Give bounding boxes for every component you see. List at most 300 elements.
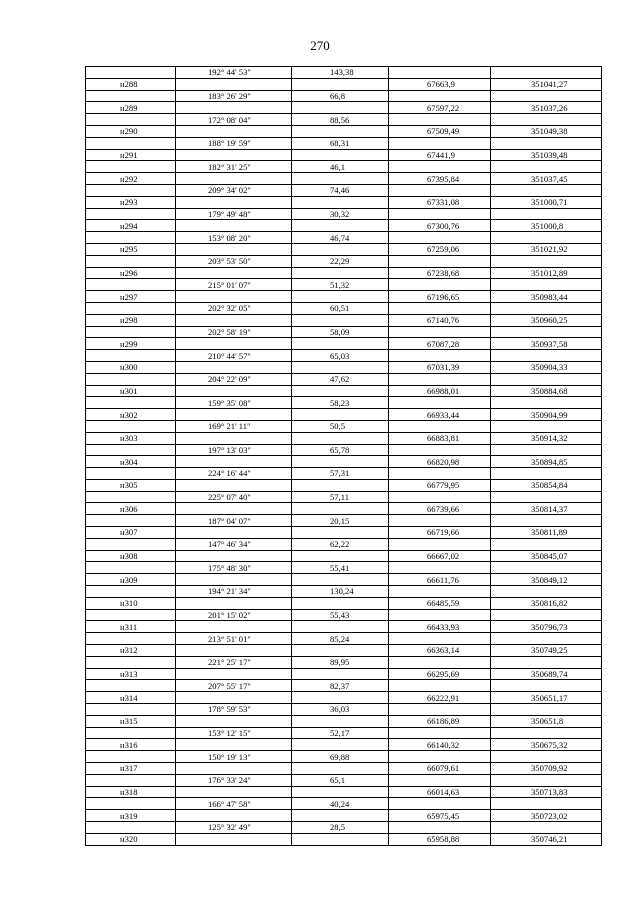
angle-cell: 179° 49' 48" <box>176 208 292 220</box>
distance-cell <box>292 479 389 491</box>
table-row <box>86 161 602 173</box>
point-name-cell: н297 <box>86 291 176 303</box>
y-coordinate-cell <box>491 114 602 126</box>
x-coordinate-cell <box>389 751 491 763</box>
table-row <box>86 326 602 338</box>
angle-cell: 203° 53' 50" <box>176 255 292 267</box>
y-coordinate-cell: 350904,33 <box>491 361 602 373</box>
point-name-cell: н314 <box>86 692 176 704</box>
y-coordinate-cell: 350894,85 <box>491 456 602 468</box>
table-row <box>86 409 602 421</box>
y-coordinate-cell: 350884,68 <box>491 385 602 397</box>
distance-cell <box>292 550 389 562</box>
x-coordinate-cell <box>389 137 491 149</box>
x-coordinate-cell: 67663,9 <box>389 78 491 90</box>
x-coordinate-cell <box>389 397 491 409</box>
angle-cell <box>176 196 292 208</box>
point-name-cell: н290 <box>86 125 176 137</box>
y-coordinate-cell <box>491 137 602 149</box>
point-name-cell <box>86 184 176 196</box>
table-row <box>86 715 602 727</box>
x-coordinate-cell: 67509,49 <box>389 125 491 137</box>
point-name-cell: н295 <box>86 243 176 255</box>
distance-cell: 69,88 <box>292 751 389 763</box>
distance-cell <box>292 763 389 775</box>
table-row <box>86 668 602 680</box>
x-coordinate-cell <box>389 67 491 79</box>
angle-cell: 175° 48' 30" <box>176 562 292 574</box>
x-coordinate-cell <box>389 727 491 739</box>
angle-cell: 202° 58' 19" <box>176 326 292 338</box>
angle-cell <box>176 833 292 845</box>
table-row <box>86 621 602 633</box>
point-name-cell: н318 <box>86 786 176 798</box>
y-coordinate-cell: 350713,83 <box>491 786 602 798</box>
angle-cell: 153° 08' 20" <box>176 232 292 244</box>
y-coordinate-cell <box>491 232 602 244</box>
point-name-cell <box>86 586 176 598</box>
table-row <box>86 184 602 196</box>
distance-cell: 58,23 <box>292 397 389 409</box>
point-name-cell: н289 <box>86 102 176 114</box>
distance-cell: 82,37 <box>292 680 389 692</box>
x-coordinate-cell: 66295,69 <box>389 668 491 680</box>
coordinates-table <box>85 66 602 846</box>
y-coordinate-cell: 350749,25 <box>491 645 602 657</box>
x-coordinate-cell: 66820,98 <box>389 456 491 468</box>
x-coordinate-cell: 66433,93 <box>389 621 491 633</box>
distance-cell: 46,1 <box>292 161 389 173</box>
point-name-cell: н305 <box>86 479 176 491</box>
y-coordinate-cell: 350675,32 <box>491 739 602 751</box>
distance-cell: 57,31 <box>292 468 389 480</box>
distance-cell <box>292 125 389 137</box>
y-coordinate-cell: 350816,82 <box>491 597 602 609</box>
angle-cell: 210° 44' 57" <box>176 350 292 362</box>
y-coordinate-cell: 350914,32 <box>491 432 602 444</box>
distance-cell: 47,62 <box>292 373 389 385</box>
angle-cell: 176° 33' 24" <box>176 774 292 786</box>
point-name-cell <box>86 350 176 362</box>
point-name-cell <box>86 822 176 834</box>
angle-cell <box>176 338 292 350</box>
distance-cell <box>292 291 389 303</box>
angle-cell: 221° 25' 17" <box>176 656 292 668</box>
distance-cell <box>292 810 389 822</box>
distance-cell: 58,09 <box>292 326 389 338</box>
angle-cell <box>176 810 292 822</box>
y-coordinate-cell <box>491 161 602 173</box>
point-name-cell <box>86 326 176 338</box>
angle-cell: 178° 59' 53" <box>176 704 292 716</box>
x-coordinate-cell <box>389 798 491 810</box>
y-coordinate-cell: 350651,17 <box>491 692 602 704</box>
distance-cell: 143,38 <box>292 67 389 79</box>
distance-cell: 52,17 <box>292 727 389 739</box>
distance-cell <box>292 102 389 114</box>
x-coordinate-cell: 66222,91 <box>389 692 491 704</box>
table-row <box>86 361 602 373</box>
angle-cell: 207° 55' 17" <box>176 680 292 692</box>
y-coordinate-cell: 351021,92 <box>491 243 602 255</box>
angle-cell: 194° 21' 34" <box>176 586 292 598</box>
angle-cell: 183° 26' 29" <box>176 90 292 102</box>
x-coordinate-cell: 66719,66 <box>389 527 491 539</box>
angle-cell <box>176 78 292 90</box>
distance-cell: 51,32 <box>292 279 389 291</box>
distance-cell: 85,24 <box>292 633 389 645</box>
point-name-cell: н313 <box>86 668 176 680</box>
y-coordinate-cell <box>491 350 602 362</box>
distance-cell <box>292 243 389 255</box>
x-coordinate-cell <box>389 444 491 456</box>
distance-cell <box>292 597 389 609</box>
x-coordinate-cell <box>389 161 491 173</box>
y-coordinate-cell: 350689,74 <box>491 668 602 680</box>
distance-cell: 66,8 <box>292 90 389 102</box>
table-row <box>86 609 602 621</box>
distance-cell: 46,74 <box>292 232 389 244</box>
y-coordinate-cell <box>491 562 602 574</box>
angle-cell <box>176 291 292 303</box>
table-row <box>86 515 602 527</box>
angle-cell <box>176 597 292 609</box>
distance-cell: 30,32 <box>292 208 389 220</box>
angle-cell <box>176 692 292 704</box>
angle-cell: 201° 15' 02" <box>176 609 292 621</box>
point-name-cell: н291 <box>86 149 176 161</box>
y-coordinate-cell: 350723,02 <box>491 810 602 822</box>
table-row <box>86 125 602 137</box>
point-name-cell: н320 <box>86 833 176 845</box>
distance-cell: 28,5 <box>292 822 389 834</box>
table-row <box>86 302 602 314</box>
distance-cell <box>292 621 389 633</box>
distance-cell: 60,51 <box>292 302 389 314</box>
x-coordinate-cell: 67300,76 <box>389 220 491 232</box>
x-coordinate-cell <box>389 232 491 244</box>
table-row <box>86 267 602 279</box>
distance-cell: 22,29 <box>292 255 389 267</box>
coordinates-table-body <box>86 67 602 846</box>
point-name-cell: н298 <box>86 314 176 326</box>
x-coordinate-cell: 67597,22 <box>389 102 491 114</box>
point-name-cell <box>86 420 176 432</box>
x-coordinate-cell <box>389 373 491 385</box>
x-coordinate-cell: 67196,65 <box>389 291 491 303</box>
point-name-cell: н299 <box>86 338 176 350</box>
table-row <box>86 432 602 444</box>
y-coordinate-cell <box>491 67 602 79</box>
y-coordinate-cell: 351049,38 <box>491 125 602 137</box>
y-coordinate-cell: 351037,45 <box>491 173 602 185</box>
y-coordinate-cell: 350651,8 <box>491 715 602 727</box>
table-row <box>86 468 602 480</box>
x-coordinate-cell: 66186,89 <box>389 715 491 727</box>
x-coordinate-cell <box>389 633 491 645</box>
distance-cell: 65,1 <box>292 774 389 786</box>
distance-cell <box>292 267 389 279</box>
table-row <box>86 232 602 244</box>
table-row <box>86 503 602 515</box>
angle-cell <box>176 314 292 326</box>
table-row <box>86 137 602 149</box>
table-row <box>86 798 602 810</box>
point-name-cell: н300 <box>86 361 176 373</box>
distance-cell <box>292 338 389 350</box>
table-row <box>86 633 602 645</box>
angle-cell <box>176 173 292 185</box>
angle-cell <box>176 220 292 232</box>
angle-cell <box>176 409 292 421</box>
angle-cell: 147° 46' 34" <box>176 538 292 550</box>
angle-cell <box>176 574 292 586</box>
table-row <box>86 479 602 491</box>
table-row <box>86 350 602 362</box>
angle-cell: 169° 21' 11" <box>176 420 292 432</box>
y-coordinate-cell <box>491 680 602 692</box>
point-name-cell: н294 <box>86 220 176 232</box>
angle-cell <box>176 550 292 562</box>
point-name-cell: н307 <box>86 527 176 539</box>
point-name-cell: н288 <box>86 78 176 90</box>
x-coordinate-cell <box>389 774 491 786</box>
x-coordinate-cell: 66779,95 <box>389 479 491 491</box>
point-name-cell <box>86 468 176 480</box>
distance-cell <box>292 645 389 657</box>
angle-cell <box>176 668 292 680</box>
distance-cell <box>292 456 389 468</box>
x-coordinate-cell: 66140,32 <box>389 739 491 751</box>
x-coordinate-cell: 66988,01 <box>389 385 491 397</box>
angle-cell <box>176 479 292 491</box>
point-name-cell <box>86 279 176 291</box>
x-coordinate-cell: 66363,14 <box>389 645 491 657</box>
point-name-cell <box>86 751 176 763</box>
angle-cell <box>176 243 292 255</box>
distance-cell <box>292 220 389 232</box>
point-name-cell: н311 <box>86 621 176 633</box>
table-row <box>86 456 602 468</box>
x-coordinate-cell: 67031,39 <box>389 361 491 373</box>
y-coordinate-cell <box>491 751 602 763</box>
angle-cell <box>176 149 292 161</box>
x-coordinate-cell: 67238,68 <box>389 267 491 279</box>
angle-cell: 213° 51' 01" <box>176 633 292 645</box>
angle-cell: 188° 19' 59" <box>176 137 292 149</box>
table-row <box>86 173 602 185</box>
y-coordinate-cell <box>491 420 602 432</box>
y-coordinate-cell <box>491 444 602 456</box>
table-row <box>86 810 602 822</box>
distance-cell <box>292 196 389 208</box>
distance-cell <box>292 574 389 586</box>
angle-cell <box>176 763 292 775</box>
point-name-cell: н301 <box>86 385 176 397</box>
distance-cell <box>292 173 389 185</box>
distance-cell <box>292 739 389 751</box>
y-coordinate-cell <box>491 208 602 220</box>
table-row <box>86 833 602 845</box>
distance-cell <box>292 314 389 326</box>
distance-cell <box>292 409 389 421</box>
y-coordinate-cell <box>491 727 602 739</box>
y-coordinate-cell <box>491 326 602 338</box>
y-coordinate-cell <box>491 515 602 527</box>
x-coordinate-cell <box>389 491 491 503</box>
table-row <box>86 279 602 291</box>
point-name-cell <box>86 397 176 409</box>
table-row <box>86 102 602 114</box>
y-coordinate-cell: 350904,99 <box>491 409 602 421</box>
x-coordinate-cell <box>389 656 491 668</box>
point-name-cell: н315 <box>86 715 176 727</box>
distance-cell <box>292 361 389 373</box>
angle-cell: 172° 08' 04" <box>176 114 292 126</box>
x-coordinate-cell <box>389 680 491 692</box>
angle-cell: 197° 13' 03" <box>176 444 292 456</box>
y-coordinate-cell <box>491 397 602 409</box>
x-coordinate-cell <box>389 822 491 834</box>
x-coordinate-cell <box>389 609 491 621</box>
x-coordinate-cell <box>389 350 491 362</box>
table-row <box>86 397 602 409</box>
angle-cell: 192° 44' 53" <box>176 67 292 79</box>
distance-cell: 57,11 <box>292 491 389 503</box>
y-coordinate-cell <box>491 586 602 598</box>
x-coordinate-cell: 65975,45 <box>389 810 491 822</box>
table-row <box>86 90 602 102</box>
distance-cell <box>292 668 389 680</box>
table-row <box>86 538 602 550</box>
x-coordinate-cell <box>389 184 491 196</box>
y-coordinate-cell: 350814,37 <box>491 503 602 515</box>
x-coordinate-cell <box>389 468 491 480</box>
y-coordinate-cell <box>491 633 602 645</box>
distance-cell: 89,95 <box>292 656 389 668</box>
point-name-cell <box>86 727 176 739</box>
table-row <box>86 385 602 397</box>
point-name-cell <box>86 114 176 126</box>
y-coordinate-cell <box>491 609 602 621</box>
point-name-cell: н296 <box>86 267 176 279</box>
angle-cell: 182° 31' 25" <box>176 161 292 173</box>
x-coordinate-cell <box>389 326 491 338</box>
y-coordinate-cell: 350983,44 <box>491 291 602 303</box>
table-row <box>86 373 602 385</box>
table-row <box>86 420 602 432</box>
point-name-cell <box>86 538 176 550</box>
angle-cell: 209° 34' 02" <box>176 184 292 196</box>
distance-cell: 40,24 <box>292 798 389 810</box>
y-coordinate-cell <box>491 704 602 716</box>
angle-cell: 215° 01' 07" <box>176 279 292 291</box>
y-coordinate-cell: 351000,71 <box>491 196 602 208</box>
x-coordinate-cell <box>389 302 491 314</box>
table-row <box>86 338 602 350</box>
x-coordinate-cell <box>389 279 491 291</box>
angle-cell: 202° 32' 05" <box>176 302 292 314</box>
point-name-cell: н310 <box>86 597 176 609</box>
table-row <box>86 704 602 716</box>
table-row <box>86 645 602 657</box>
table-row <box>86 114 602 126</box>
x-coordinate-cell <box>389 420 491 432</box>
table-row <box>86 67 602 79</box>
x-coordinate-cell <box>389 114 491 126</box>
table-row <box>86 562 602 574</box>
y-coordinate-cell <box>491 184 602 196</box>
distance-cell <box>292 149 389 161</box>
distance-cell: 55,43 <box>292 609 389 621</box>
x-coordinate-cell <box>389 208 491 220</box>
x-coordinate-cell <box>389 255 491 267</box>
y-coordinate-cell: 351012,89 <box>491 267 602 279</box>
table-row <box>86 527 602 539</box>
point-name-cell: н306 <box>86 503 176 515</box>
distance-cell: 50,5 <box>292 420 389 432</box>
angle-cell <box>176 361 292 373</box>
point-name-cell <box>86 562 176 574</box>
angle-cell: 153° 12' 15" <box>176 727 292 739</box>
point-name-cell <box>86 704 176 716</box>
y-coordinate-cell <box>491 491 602 503</box>
angle-cell: 187° 04' 07" <box>176 515 292 527</box>
x-coordinate-cell: 66883,81 <box>389 432 491 444</box>
table-row <box>86 444 602 456</box>
distance-cell: 65,03 <box>292 350 389 362</box>
angle-cell <box>176 645 292 657</box>
point-name-cell <box>86 444 176 456</box>
distance-cell <box>292 503 389 515</box>
x-coordinate-cell <box>389 562 491 574</box>
x-coordinate-cell: 67140,76 <box>389 314 491 326</box>
x-coordinate-cell: 66485,59 <box>389 597 491 609</box>
point-name-cell <box>86 373 176 385</box>
angle-cell <box>176 125 292 137</box>
angle-cell: 125° 32' 49" <box>176 822 292 834</box>
point-name-cell: н292 <box>86 173 176 185</box>
y-coordinate-cell: 350746,21 <box>491 833 602 845</box>
table-row <box>86 574 602 586</box>
point-name-cell <box>86 302 176 314</box>
distance-cell <box>292 527 389 539</box>
x-coordinate-cell: 67331,08 <box>389 196 491 208</box>
distance-cell: 88,56 <box>292 114 389 126</box>
y-coordinate-cell <box>491 822 602 834</box>
page-number: 270 <box>310 38 330 53</box>
distance-cell <box>292 715 389 727</box>
table-row <box>86 692 602 704</box>
point-name-cell <box>86 161 176 173</box>
y-coordinate-cell: 351037,26 <box>491 102 602 114</box>
y-coordinate-cell <box>491 774 602 786</box>
point-name-cell <box>86 609 176 621</box>
distance-cell: 20,15 <box>292 515 389 527</box>
angle-cell <box>176 385 292 397</box>
y-coordinate-cell <box>491 279 602 291</box>
table-row <box>86 314 602 326</box>
distance-cell <box>292 692 389 704</box>
distance-cell: 62,22 <box>292 538 389 550</box>
x-coordinate-cell: 67395,84 <box>389 173 491 185</box>
point-name-cell: н303 <box>86 432 176 444</box>
point-name-cell: н317 <box>86 763 176 775</box>
x-coordinate-cell <box>389 704 491 716</box>
point-name-cell <box>86 680 176 692</box>
y-coordinate-cell: 351000,8 <box>491 220 602 232</box>
y-coordinate-cell: 351041,27 <box>491 78 602 90</box>
